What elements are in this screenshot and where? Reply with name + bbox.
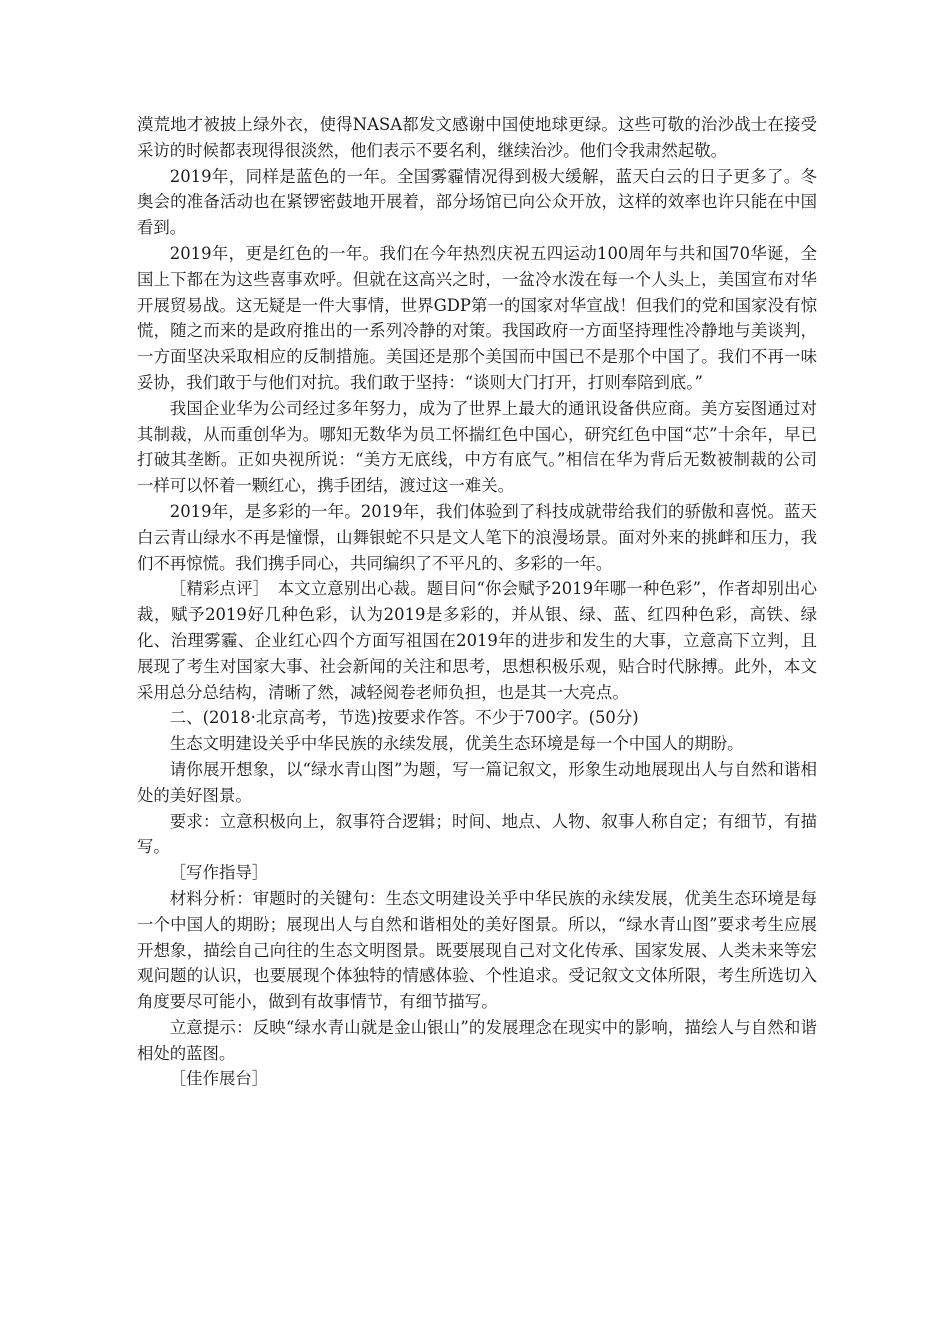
section-writing-guide: ［写作指导］ bbox=[169, 863, 269, 883]
paragraph-material-analysis: 材料分析：审题时的关键句：生态文明建设关乎中华民族的永续发展，优美生态环境是每一个中国人的期盼；展现出人与自然和谐相处的美好图景。所以，“绿水青山图”要求考生应展开想象，描绘自己向往的生态文明图景。既要展现自己对文化传承、国家发展、人类未来等宏观问题的认识，也要展现个体独特的情感体验、个性追求。受记叙文文体所限，考生所选切入角度要尽可能小，做到有故事情节，有细节描写。 bbox=[137, 888, 817, 1012]
document-body bbox=[137, 112, 817, 1092]
prompt-task: 请你展开想象，以“绿水青山图”为题，写一篇记叙文，形象生动地展现出人与自然和谐相处的美好图景。 bbox=[137, 759, 817, 805]
question-two-heading: 二、(2018·北京高考，节选)按要求作答。不少于700字。(50分) bbox=[169, 708, 639, 728]
paragraph-blue-year: 2019年，同样是蓝色的一年。全国雾霾情况得到极大缓解，蓝天白云的日子更多了。冬奥会的准备活动也在紧锣密鼓地开展着，部分场馆已向公众开放，这样的效率也许只能在中国看到。 bbox=[137, 166, 817, 238]
paragraph-red-year: 2019年，更是红色的一年。我们在今年热烈庆祝五四运动100周年与共和国70华诞，全国上下都在为这些喜事欢呼。但就在这高兴之时，一盆冷水泼在每一个人头上，美国宣布对华开展贸易战。这无疑是一件大事情，世界GDP第一的国家对华宣战！但我们的党和国家没有惊慌，随之而来的是政府推出的一系列冷静的对策。我国政府一方面坚持理性冷静地与美谈判，一方面坚决采取相应的反制措施。美国还是那个美国而中国已不是那个中国了。我们不再一味妥协，我们敢于与他们对抗。我们敢于坚持：“谈则大门打开，打则奉陪到底。” bbox=[137, 243, 817, 392]
paragraph-desert-greening: 漠荒地才被披上绿外衣，使得NASA都发文感谢中国使地球更绿。这些可敬的治沙战士在接受采访的时候都表现得很淡然，他们表示不要名利，继续治沙。他们令我肃然起敬。 bbox=[137, 115, 817, 160]
paragraph-huawei: 我国企业华为公司经过多年努力，成为了世界上最大的通讯设备供应商。美方妄图通过对其制裁，从而重创华为。哪知无数华为员工怀揣红色中国心，研究红色中国“芯”十余年，早已打破其垄断。正如央视所说：“美方无底线，中方有底气。”相信在华为背后无数被制裁的公司一样可以怀着一颗红心，携手团结，渡过这一难关。 bbox=[137, 398, 817, 496]
paragraph-commentary: ［精彩点评］ 本文立意别出心裁。题目问“你会赋予2019年哪一种色彩”，作者却别出心裁，赋予2019好几种色彩，认为2019是多彩的，并从银、绿、蓝、红四种色彩，高铁、绿化、治理雾霾、企业红心四个方面写祖国在2019年的进步和发生的大事，立意高下立判，且展现了考生对国家大事、社会新闻的关注和思考，思想积极乐观，贴合时代脉搏。此外，本文采用总分总结构，清晰了然，减轻阅卷老师负担，也是其一大亮点。 bbox=[137, 579, 817, 702]
section-showcase: ［佳作展台］ bbox=[169, 1069, 269, 1089]
prompt-requirements: 要求：立意积极向上，叙事符合逻辑；时间、地点、人物、叙事人称自定；有细节，有描写。 bbox=[137, 811, 817, 857]
paragraph-theme-hint: 立意提示：反映“绿水青山就是金山银山”的发展理念在现实中的影响，描绘人与自然和谐相处的蓝图。 bbox=[137, 1017, 817, 1063]
prompt-material: 生态文明建设关乎中华民族的永续发展，优美生态环境是每一个中国人的期盼。 bbox=[169, 734, 744, 754]
paragraph-colorful-year: 2019年，是多彩的一年。2019年，我们体验到了科技成就带给我们的骄傲和喜悦。蓝天白云青山绿水不再是憧憬，山舞银蛇不只是文人笔下的浪漫场景。面对外来的挑衅和压力，我们不再惊慌。我们携手同心，共同编织了不平凡的、多彩的一年。 bbox=[137, 501, 817, 573]
